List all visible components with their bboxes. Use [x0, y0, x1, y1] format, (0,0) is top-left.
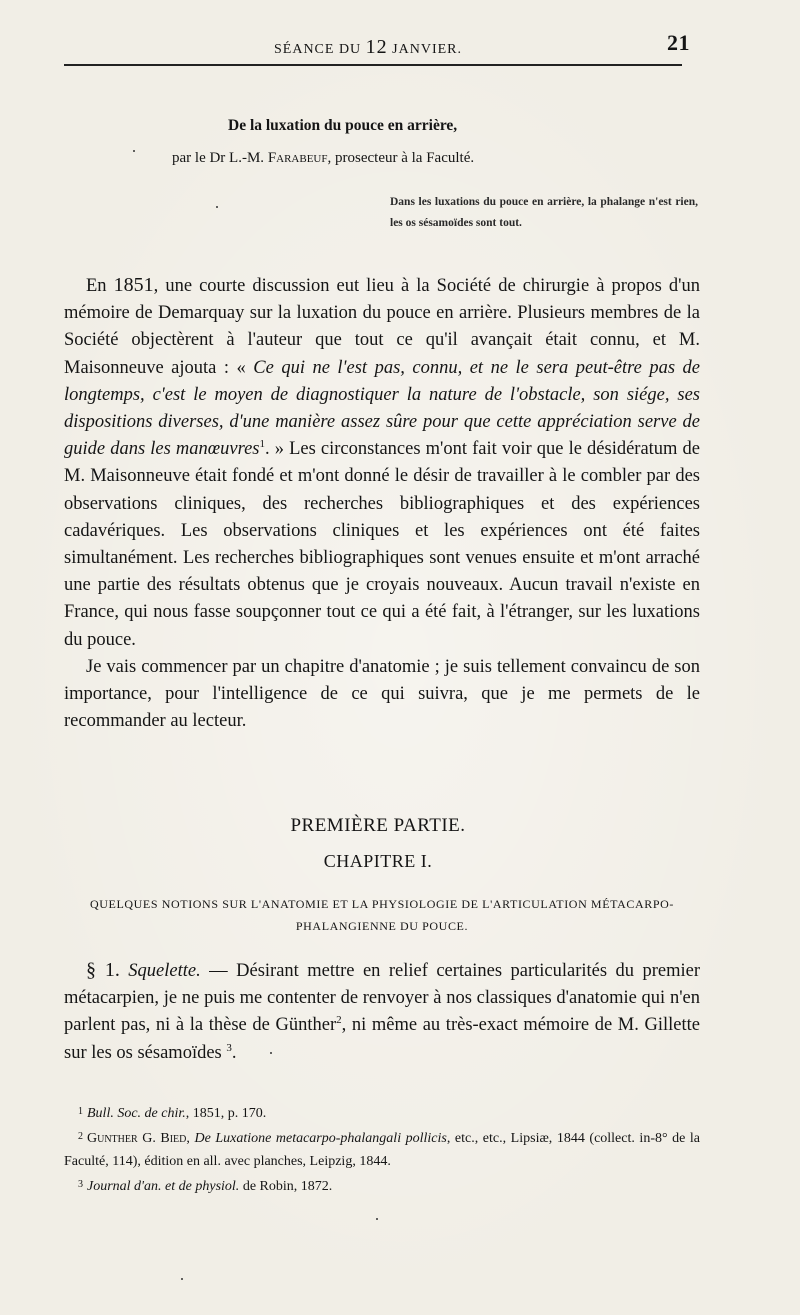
byline-author: Farabeuf	[267, 150, 328, 166]
article-title: De la luxation du pouce en arrière,	[228, 117, 458, 134]
byline-prefix: par le Dr L.-M.	[172, 150, 268, 166]
running-title-day: 12	[365, 36, 388, 58]
paper-speck	[181, 1278, 183, 1280]
p1-start: En	[86, 276, 114, 296]
running-title-prefix: SÉANCE DU	[274, 42, 366, 57]
section-text-c: .	[231, 1042, 237, 1063]
header-rule	[64, 64, 682, 66]
paper-speck	[216, 206, 218, 208]
paragraph-1	[64, 272, 700, 654]
footnote-3-rest: de Robin, 1872.	[239, 1179, 333, 1194]
paper-speck	[133, 150, 135, 152]
running-head	[64, 30, 690, 60]
p1-quote: Ce qui ne l'est pas, connu, et ne le sera peut-être pas de longtemps, c'est le moyen de diagnostiquer la nature de l'obstacle, son siége, ses dispositions diverses, d'une manière assez sûre pour que cette appréciation serve de guide dans les manœuvres	[64, 357, 700, 460]
epigraph: Dans les luxations du pouce en arrière, la phalange n'est rien, les os sésamoïdes sont tout.	[390, 196, 698, 229]
section-text-a: — Désirant mettre en relief certaines particularités du premier métacarpien, je ne puis me contenter de renvoyer à nos classiques d'anatomie qui n'en parlent pas, ni à la thèse de Günther	[64, 961, 701, 1036]
section-heading: Squelette.	[128, 961, 201, 981]
footnote-ref-2: 2	[336, 1014, 342, 1027]
part-title: PREMIÈRE PARTIE.	[290, 815, 466, 836]
chapter-title: CHAPITRE I.	[323, 851, 433, 871]
footnote-1	[64, 1100, 700, 1125]
footnote-2-title: De Luxatione metacarpo-phalangali pollicis	[194, 1131, 447, 1146]
p1-year: 1851	[113, 274, 154, 296]
footnote-2-number: 2	[78, 1131, 83, 1142]
section-sign: § 1.	[86, 959, 120, 981]
p1-rest: . » Les circonstances m'ont fait voir que le désidératum de M. Maisonneuve était fondé et m'ont donné le désir de travailler à le combler par des observations cliniques, des recherches bibliographiques et des expériences cadavériques. Les observations cliniques et les expériences ont été faites simultanément. Les recherches bibliographiques sont venues ensuite et m'ont arraché une partie des résultats obtenus que je croyais nouveaux. Aucun travail n'existe en France, qui nous fasse soupçonner tout ce qui a été fait, à l'étranger, sur les luxations du pouce.	[64, 439, 701, 650]
section-1-paragraph	[64, 957, 700, 1067]
footnote-2-rest: , etc., etc., Lipsiæ, 1844 (collect. in-8° de la Faculté, 114), édition en all. avec planches, Leipzig, 1844.	[64, 1131, 701, 1169]
paragraph-2: Je vais commencer par un chapitre d'anatomie ; je suis tellement convaincu de son importance, pour l'intelligence de ce qui suivra, que je me permets de le recommander au lecteur.	[64, 656, 700, 732]
body-text	[64, 272, 700, 735]
footnote-3-number: 3	[78, 1179, 83, 1190]
footnote-1-rest: , 1851, p. 170.	[185, 1106, 267, 1121]
footnotes	[64, 1100, 700, 1198]
running-title	[274, 36, 462, 59]
footnote-1-title: Bull. Soc. de chir.	[87, 1106, 186, 1121]
footnote-3	[64, 1173, 700, 1198]
footnote-2-author: Gunther G. Bied	[87, 1131, 187, 1146]
footnote-2	[64, 1125, 700, 1173]
footnote-ref-3: 3	[226, 1041, 232, 1054]
paper-speck	[376, 1218, 378, 1220]
byline	[172, 150, 474, 167]
paper-speck	[270, 1052, 272, 1054]
byline-suffix: , prosecteur à la Faculté.	[327, 150, 475, 166]
footnote-2-sep: ,	[186, 1131, 195, 1146]
chapter-subtitle: QUELQUES NOTIONS SUR L'ANATOMIE ET LA PHYSIOLOGIE DE L'ARTICULATION MÉTACARPO-PHALANGIENNE DU POUCE.	[90, 897, 674, 933]
p1-text: , une courte discussion eut lieu à la Société de chirurgie à propos d'un mémoire de Demarquay sur la luxation du pouce en arrière. Plusieurs membres de la Société objectèrent à l'auteur que tout ce qu'il avançait était connu, et M. Maisonneuve ajouta : «	[64, 276, 700, 378]
footnote-ref-1: 1	[259, 438, 265, 451]
footnote-1-number: 1	[78, 1106, 83, 1117]
footnote-3-title: Journal d'an. et de physiol.	[87, 1179, 240, 1194]
running-title-suffix: JANVIER.	[387, 42, 463, 57]
section-1	[64, 957, 700, 1067]
section-text-b: , ni même au très-exact mémoire de M. Gillette sur les os sésamoïdes	[64, 1015, 700, 1063]
page-number: 21	[667, 30, 690, 55]
